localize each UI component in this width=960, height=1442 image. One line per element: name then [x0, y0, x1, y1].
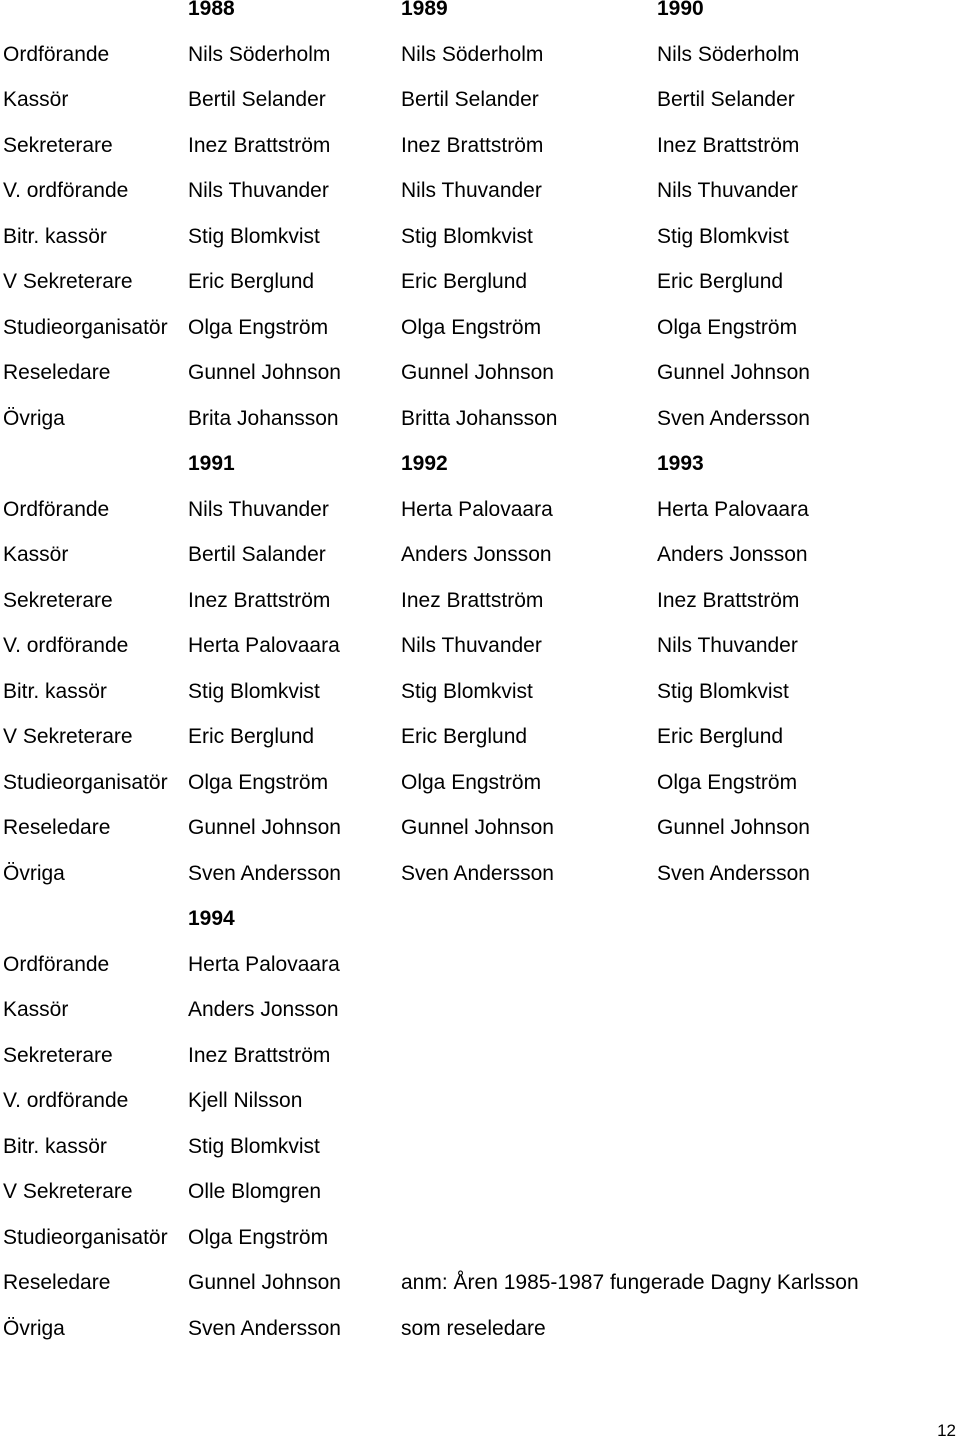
- year-label: 1994: [188, 907, 235, 930]
- roster-row: [0, 771, 960, 816]
- member-name: Olga Engström: [188, 315, 329, 339]
- year-label: 1992: [401, 452, 448, 475]
- role-label: Studieorganisatör: [3, 770, 168, 794]
- member-name: Nils Thuvander: [401, 179, 542, 202]
- page-number: 12: [937, 1421, 956, 1440]
- member-name: Inez Brattström: [188, 133, 331, 157]
- roster-row: [0, 953, 960, 998]
- role-label: Ordförande: [3, 497, 110, 521]
- member-name: Anders Jonsson: [401, 543, 552, 566]
- member-name: Stig Blomkvist: [188, 224, 320, 248]
- member-name: Brita Johansson: [188, 406, 339, 430]
- role-label: V. ordförande: [3, 634, 129, 657]
- member-name: Anders Jonsson: [657, 543, 808, 566]
- roster-row: [0, 998, 960, 1043]
- role-label: Kassör: [3, 543, 69, 566]
- roster-row: [0, 1089, 960, 1134]
- member-name: Stig Blomkvist: [188, 1134, 320, 1158]
- member-name: Sven Andersson: [188, 861, 341, 885]
- roster-row: [0, 179, 960, 224]
- member-name: Herta Palovaara: [401, 497, 553, 521]
- year-header-row: [0, 907, 960, 952]
- member-name: Nils Thuvander: [401, 634, 542, 657]
- member-name: Inez Brattström: [657, 133, 800, 157]
- role-label: V. ordförande: [3, 179, 129, 202]
- role-label: Bitr. kassör: [3, 224, 107, 248]
- member-name: Gunnel Johnson: [188, 816, 341, 839]
- role-label: Studieorganisatör: [3, 1225, 168, 1249]
- member-name: Kjell Nilsson: [188, 1089, 303, 1112]
- member-name: Inez Brattström: [188, 1043, 331, 1067]
- member-name: Bertil Salander: [188, 543, 326, 566]
- member-name: Nils Thuvander: [188, 497, 329, 521]
- member-name: Sven Andersson: [188, 1316, 341, 1340]
- role-label: Ordförande: [3, 952, 110, 976]
- role-label: Reseledare: [3, 816, 111, 839]
- member-name: Nils Söderholm: [657, 42, 800, 66]
- member-name: anm: Åren 1985-1987 fungerade Dagny Karlsson: [401, 1271, 859, 1294]
- roster-row: [0, 498, 960, 543]
- role-label: Studieorganisatör: [3, 315, 168, 339]
- member-name: Eric Berglund: [401, 270, 528, 293]
- role-label: Kassör: [3, 88, 69, 111]
- roster-row: [0, 816, 960, 861]
- member-name: Nils Thuvander: [657, 634, 798, 657]
- role-label: Ordförande: [3, 42, 110, 66]
- role-label: Sekreterare: [3, 588, 113, 612]
- roster-row: [0, 134, 960, 179]
- roster-row: [0, 407, 960, 452]
- member-name: Bertil Selander: [657, 88, 795, 111]
- member-name: Stig Blomkvist: [188, 679, 320, 703]
- role-label: Bitr. kassör: [3, 1134, 107, 1158]
- roster-row: [0, 725, 960, 770]
- member-name: Eric Berglund: [188, 725, 315, 748]
- roster-row: [0, 270, 960, 315]
- member-name: som reseledare: [401, 1316, 546, 1340]
- year-label: 1991: [188, 452, 235, 475]
- roster-row: [0, 316, 960, 361]
- member-name: Eric Berglund: [401, 725, 528, 748]
- member-name: Stig Blomkvist: [657, 224, 789, 248]
- member-name: Gunnel Johnson: [188, 361, 341, 384]
- roster-row: [0, 1271, 960, 1316]
- role-label: Bitr. kassör: [3, 679, 107, 703]
- member-name: Olle Blomgren: [188, 1180, 322, 1203]
- roster-row: [0, 43, 960, 88]
- roster-row: [0, 589, 960, 634]
- member-name: Stig Blomkvist: [657, 679, 789, 703]
- member-name: Stig Blomkvist: [401, 224, 533, 248]
- roster-row: [0, 543, 960, 588]
- member-name: Eric Berglund: [657, 270, 784, 293]
- member-name: Eric Berglund: [188, 270, 315, 293]
- member-name: Nils Thuvander: [188, 179, 329, 202]
- role-label: Övriga: [3, 861, 65, 885]
- member-name: Bertil Selander: [401, 88, 539, 111]
- roster-row: [0, 88, 960, 133]
- member-name: Bertil Selander: [188, 88, 326, 111]
- year-header-row: [0, 452, 960, 497]
- role-label: V. ordförande: [3, 1089, 129, 1112]
- roster-row: [0, 1226, 960, 1271]
- year-label: 1989: [401, 0, 448, 20]
- member-name: Olga Engström: [401, 770, 542, 794]
- roster-row: [0, 1180, 960, 1225]
- year-label: 1990: [657, 0, 704, 20]
- member-name: Gunnel Johnson: [188, 1271, 341, 1294]
- member-name: Olga Engström: [188, 770, 329, 794]
- member-name: Olga Engström: [657, 315, 798, 339]
- roster-row: [0, 1317, 960, 1362]
- member-name: Sven Andersson: [657, 406, 810, 430]
- role-label: V Sekreterare: [3, 725, 133, 748]
- member-name: Gunnel Johnson: [401, 816, 554, 839]
- member-name: Nils Thuvander: [657, 179, 798, 202]
- member-name: Herta Palovaara: [188, 634, 340, 657]
- roster-row: [0, 1135, 960, 1180]
- member-name: Inez Brattström: [401, 133, 544, 157]
- member-name: Herta Palovaara: [657, 497, 809, 521]
- year-header-row: [0, 0, 960, 42]
- role-label: Reseledare: [3, 1271, 111, 1294]
- member-name: Eric Berglund: [657, 725, 784, 748]
- role-label: V Sekreterare: [3, 1180, 133, 1203]
- member-name: Gunnel Johnson: [657, 816, 810, 839]
- member-name: Gunnel Johnson: [657, 361, 810, 384]
- role-label: Sekreterare: [3, 1043, 113, 1067]
- member-name: Inez Brattström: [657, 588, 800, 612]
- member-name: Britta Johansson: [401, 406, 558, 430]
- role-label: Övriga: [3, 1316, 65, 1340]
- role-label: Sekreterare: [3, 133, 113, 157]
- role-label: Övriga: [3, 406, 65, 430]
- member-name: Olga Engström: [657, 770, 798, 794]
- roster-row: [0, 862, 960, 907]
- roster-row: [0, 680, 960, 725]
- year-label: 1993: [657, 452, 704, 475]
- member-name: Inez Brattström: [401, 588, 544, 612]
- role-label: Reseledare: [3, 361, 111, 384]
- role-label: V Sekreterare: [3, 270, 133, 293]
- member-name: Olga Engström: [188, 1225, 329, 1249]
- member-name: Herta Palovaara: [188, 952, 340, 976]
- member-name: Nils Söderholm: [188, 42, 331, 66]
- member-name: Anders Jonsson: [188, 998, 339, 1021]
- member-name: Sven Andersson: [657, 861, 810, 885]
- member-name: Sven Andersson: [401, 861, 554, 885]
- role-label: Kassör: [3, 998, 69, 1021]
- member-name: Nils Söderholm: [401, 42, 544, 66]
- roster-row: [0, 1044, 960, 1089]
- member-name: Stig Blomkvist: [401, 679, 533, 703]
- member-name: Olga Engström: [401, 315, 542, 339]
- member-name: Gunnel Johnson: [401, 361, 554, 384]
- member-name: Inez Brattström: [188, 588, 331, 612]
- roster-row: [0, 361, 960, 406]
- roster-row: [0, 634, 960, 679]
- year-label: 1988: [188, 0, 235, 20]
- roster-row: [0, 225, 960, 270]
